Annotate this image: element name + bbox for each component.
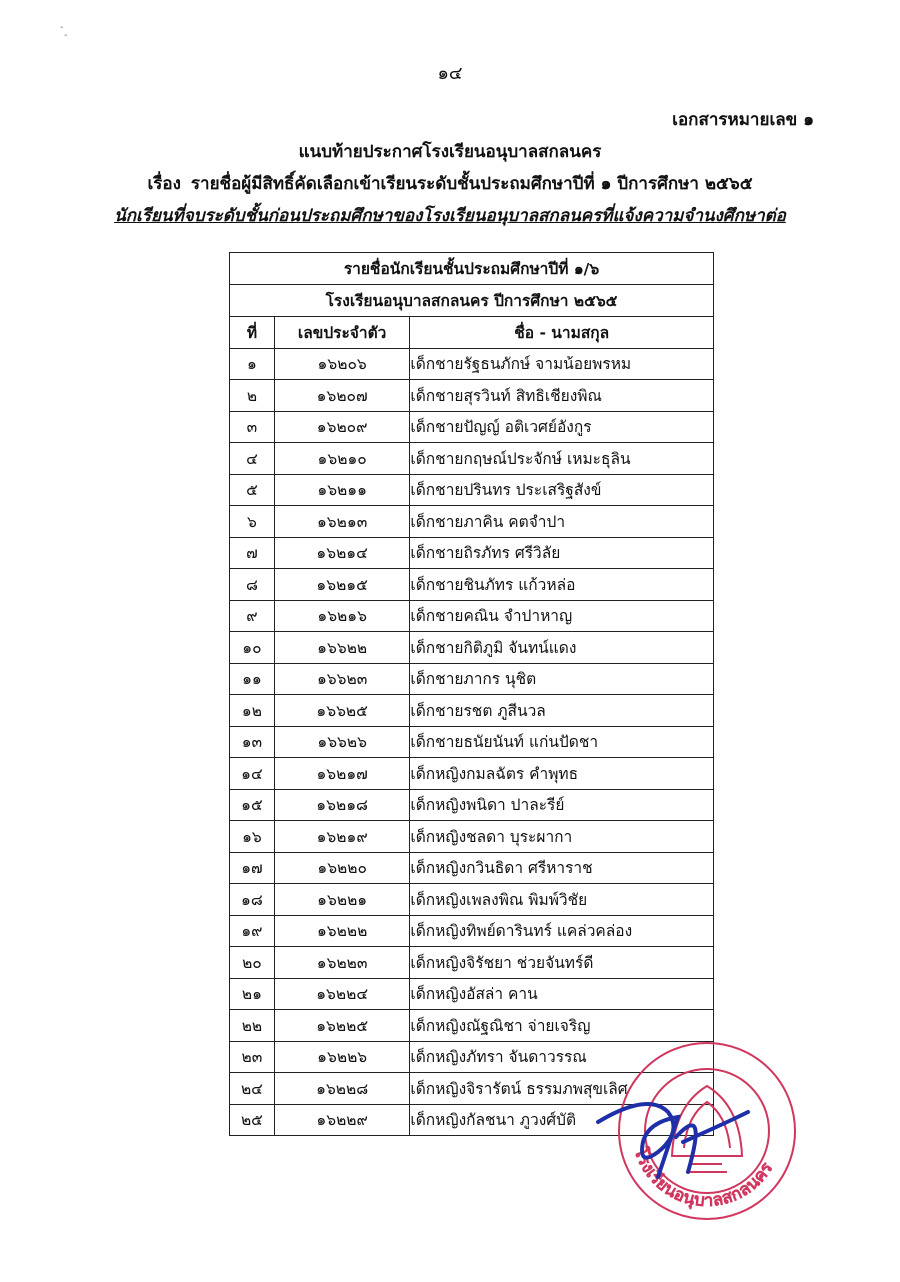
- scan-speck: -: [64, 30, 68, 41]
- cell-student-name: เด็กชายคณิน จำปาหาญ: [410, 600, 714, 632]
- cell-student-id: ๑๖๒๐๗: [274, 380, 410, 412]
- cell-student-id: ๑๖๒๒๐: [274, 852, 410, 884]
- cell-student-name: เด็กหญิงกวินธิดา ศรีหาราช: [410, 852, 714, 884]
- cell-student-name: เด็กชายกิติภูมิ จันทน์แดง: [410, 632, 714, 664]
- column-header-no: ที่: [230, 317, 275, 349]
- cell-student-name: เด็กชายธนัยนันท์ แก่นปัดชา: [410, 726, 714, 758]
- table-row: [230, 632, 714, 664]
- table-row: [230, 789, 714, 821]
- cell-student-name: เด็กหญิงทิพย์ดารินทร์ แคล่วคล่อง: [410, 915, 714, 947]
- student-roster-table: [229, 252, 714, 1136]
- cell-number: ๒๔: [230, 1073, 275, 1105]
- cell-number: ๒๒: [230, 1010, 275, 1042]
- cell-student-name: เด็กชายปรินทร ประเสริฐสังข์: [410, 474, 714, 506]
- cell-student-id: ๑๖๒๒๙: [274, 1104, 410, 1136]
- header-student-group: นักเรียนที่จบระดับชั้นก่อนประถมศึกษาของโรงเรียนอนุบาลสกลนครที่แจ้งความจำนงศึกษาต่อ: [114, 206, 786, 226]
- cell-student-name: เด็กหญิงพนิดา ปาละรีย์: [410, 789, 714, 821]
- cell-number: ๖: [230, 506, 275, 538]
- table-row: [230, 726, 714, 758]
- cell-student-id: ๑๖๖๒๕: [274, 695, 410, 727]
- cell-student-name: เด็กหญิงณัฐณิชา จ่ายเจริญ: [410, 1010, 714, 1042]
- cell-student-name: เด็กชายถิรภัทร ศรีวิลัย: [410, 537, 714, 569]
- cell-number: ๑๗: [230, 852, 275, 884]
- cell-student-name: เด็กชายชินภัทร แก้วหล่อ: [410, 569, 714, 601]
- cell-student-id: ๑๖๒๒๕: [274, 1010, 410, 1042]
- cell-student-id: ๑๖๒๐๖: [274, 348, 410, 380]
- cell-number: ๓: [230, 411, 275, 443]
- header-announcement: แนบท้ายประกาศโรงเรียนอนุบาลสกลนคร: [298, 142, 602, 162]
- table-row: [230, 443, 714, 475]
- subject-label: เรื่อง: [147, 174, 181, 194]
- table-row: [230, 411, 714, 443]
- table-row: [230, 884, 714, 916]
- cell-student-id: ๑๖๒๒๒: [274, 915, 410, 947]
- table-row: [230, 663, 714, 695]
- table-row: [230, 569, 714, 601]
- cell-number: ๑๙: [230, 915, 275, 947]
- cell-student-id: ๑๖๒๑๖: [274, 600, 410, 632]
- table-row: [230, 695, 714, 727]
- handwritten-signature-icon: [588, 1082, 758, 1192]
- cell-number: ๑๑: [230, 663, 275, 695]
- cell-number: ๒๕: [230, 1104, 275, 1136]
- table-subtitle: โรงเรียนอนุบาลสกลนคร ปีการศึกษา ๒๕๖๕: [230, 285, 714, 317]
- column-header-name: ชื่อ - นามสกุล: [410, 317, 714, 349]
- cell-student-id: ๑๖๒๒๔: [274, 978, 410, 1010]
- document-number: เอกสารหมายเลข ๑: [672, 110, 814, 130]
- cell-student-name: เด็กชายภากร นุชิต: [410, 663, 714, 695]
- cell-student-name: เด็กหญิงอัสล่า คาน: [410, 978, 714, 1010]
- cell-number: ๘: [230, 569, 275, 601]
- cell-student-id: ๑๖๒๐๙: [274, 411, 410, 443]
- column-header-id: เลขประจำตัว: [274, 317, 410, 349]
- table-title-row: [230, 253, 714, 285]
- cell-number: ๒๓: [230, 1041, 275, 1073]
- header-subject: [0, 170, 900, 197]
- cell-number: ๑๓: [230, 726, 275, 758]
- cell-number: ๙: [230, 600, 275, 632]
- cell-student-name: เด็กชายภาคิน คตจำปา: [410, 506, 714, 538]
- cell-student-name: เด็กชายกฤษณ์ประจักษ์ เหมะธุลิน: [410, 443, 714, 475]
- signature-stroke: [598, 1104, 748, 1177]
- table-row: [230, 978, 714, 1010]
- cell-student-id: ๑๖๒๒๘: [274, 1073, 410, 1105]
- cell-student-name: เด็กหญิงภัทรา จันดาวรรณ: [410, 1041, 714, 1073]
- cell-student-name: เด็กหญิงชลดา บุระผากา: [410, 821, 714, 853]
- table-row: [230, 915, 714, 947]
- cell-student-id: ๑๖๒๒๓: [274, 947, 410, 979]
- cell-student-name: เด็กหญิงจิรารัตน์ ธรรมภพสุขเลิศ: [410, 1073, 714, 1105]
- cell-number: ๑๒: [230, 695, 275, 727]
- cell-student-id: ๑๖๒๑๗: [274, 758, 410, 790]
- cell-number: ๑๕: [230, 789, 275, 821]
- cell-student-id: ๑๖๒๑๐: [274, 443, 410, 475]
- seal-text: โรงเรียนอนุบาลสกลนคร: [629, 1145, 778, 1212]
- cell-number: ๑: [230, 348, 275, 380]
- table-row: [230, 474, 714, 506]
- cell-number: ๑๘: [230, 884, 275, 916]
- cell-number: ๑๐: [230, 632, 275, 664]
- table-row: [230, 758, 714, 790]
- table-body: [230, 348, 714, 1136]
- cell-student-name: เด็กชายสุรวินท์ สิทธิเชียงพิณ: [410, 380, 714, 412]
- scan-speck: -: [60, 22, 64, 33]
- cell-student-name: เด็กหญิงกัลชนา ภูวงศ์บัติ: [410, 1104, 714, 1136]
- cell-student-id: ๑๖๒๑๕: [274, 569, 410, 601]
- page-number: ๑๔: [437, 63, 463, 84]
- cell-student-id: ๑๖๖๒๓: [274, 663, 410, 695]
- table-subtitle-row: [230, 285, 714, 317]
- cell-student-id: ๑๖๒๒๖: [274, 1041, 410, 1073]
- table-row: [230, 600, 714, 632]
- cell-student-id: ๑๖๒๑๙: [274, 821, 410, 853]
- cell-number: ๑๖: [230, 821, 275, 853]
- cell-number: ๒๐: [230, 947, 275, 979]
- cell-student-id: ๑๖๒๑๔: [274, 537, 410, 569]
- cell-student-name: เด็กหญิงจิรัชยา ช่วยจันทร์ดี: [410, 947, 714, 979]
- table-row: [230, 506, 714, 538]
- cell-student-name: เด็กหญิงกมลฉัตร คำพุทธ: [410, 758, 714, 790]
- cell-student-name: เด็กชายรชต ภูสีนวล: [410, 695, 714, 727]
- cell-student-id: ๑๖๒๒๑: [274, 884, 410, 916]
- cell-student-id: ๑๖๒๑๘: [274, 789, 410, 821]
- table-row: [230, 821, 714, 853]
- cell-number: ๒: [230, 380, 275, 412]
- cell-number: ๒๑: [230, 978, 275, 1010]
- cell-student-id: ๑๖๒๑๓: [274, 506, 410, 538]
- table-row: [230, 380, 714, 412]
- table-row: [230, 852, 714, 884]
- subject-text: รายชื่อผู้มีสิทธิ์คัดเลือกเข้าเรียนระดับชั้นประถมศึกษาปีที่ ๑ ปีการศึกษา ๒๕๖๕: [190, 174, 753, 194]
- cell-number: ๕: [230, 474, 275, 506]
- cell-student-name: เด็กหญิงเพลงพิณ พิมพ์วิชัย: [410, 884, 714, 916]
- cell-number: ๑๔: [230, 758, 275, 790]
- cell-student-id: ๑๖๒๑๑: [274, 474, 410, 506]
- cell-number: ๗: [230, 537, 275, 569]
- table-row: [230, 348, 714, 380]
- table-row: [230, 947, 714, 979]
- table-header-row: [230, 317, 714, 349]
- cell-student-id: ๑๖๖๒๒: [274, 632, 410, 664]
- table-title: รายชื่อนักเรียนชั้นประถมศึกษาปีที่ ๑/๖: [230, 253, 714, 285]
- cell-student-id: ๑๖๖๒๖: [274, 726, 410, 758]
- cell-student-name: เด็กชายปัญญ์ อติเวศย์อังกูร: [410, 411, 714, 443]
- table-row: [230, 537, 714, 569]
- cell-number: ๔: [230, 443, 275, 475]
- cell-student-name: เด็กชายรัฐธนภักษ์ จามน้อยพรหม: [410, 348, 714, 380]
